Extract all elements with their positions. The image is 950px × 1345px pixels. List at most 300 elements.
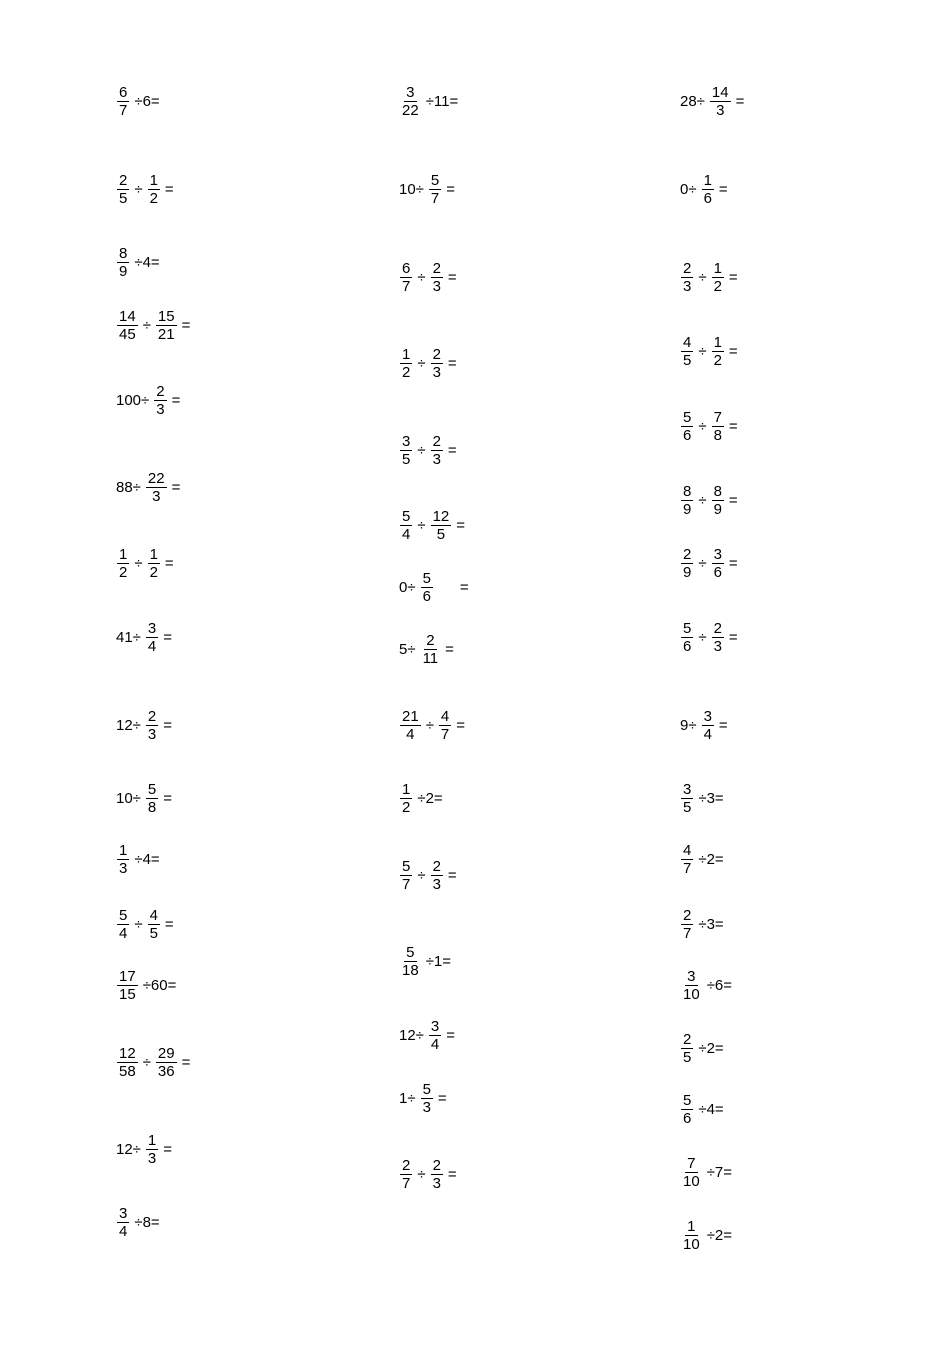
- operator-text: =: [728, 418, 738, 435]
- fraction: [712, 409, 724, 444]
- operator-text: =: [459, 579, 469, 596]
- operator-text: ÷1=: [425, 953, 452, 970]
- denominator: 3: [432, 364, 441, 381]
- fraction: [712, 620, 724, 655]
- numerator: 8: [683, 483, 692, 500]
- denominator: 2: [402, 364, 411, 381]
- denominator: 4: [703, 726, 712, 743]
- operator-text: =: [718, 181, 728, 198]
- numerator: 7: [713, 409, 722, 426]
- operator-text: 12÷: [116, 717, 141, 734]
- fraction: [681, 842, 693, 877]
- numerator: 1: [687, 1218, 696, 1235]
- denominator: 58: [119, 1063, 136, 1080]
- numerator: 29: [157, 1045, 175, 1062]
- fraction: [421, 632, 441, 667]
- operator-text: ÷4=: [134, 851, 160, 868]
- fraction: [400, 433, 412, 468]
- division-exercise: [678, 409, 740, 444]
- denominator: 2: [713, 278, 722, 295]
- denominator: 11: [422, 650, 439, 667]
- denominator: 3: [683, 278, 692, 295]
- denominator: 45: [119, 326, 136, 343]
- operator-text: 41÷: [116, 629, 141, 646]
- numerator: 15: [157, 308, 175, 325]
- numerator: 3: [119, 1205, 128, 1222]
- denominator: 2: [149, 190, 158, 207]
- numerator: 21: [402, 708, 419, 725]
- operator-text: ÷: [417, 269, 426, 286]
- denominator: 6: [713, 564, 722, 581]
- numerator: 5: [402, 858, 411, 875]
- operator-text: ÷: [698, 555, 707, 572]
- division-exercise: [678, 546, 740, 581]
- fraction: [712, 334, 724, 369]
- division-exercise: [678, 172, 730, 207]
- operator-text: ÷2=: [417, 790, 443, 807]
- operator-text: =: [447, 867, 457, 884]
- fraction: [712, 260, 724, 295]
- division-exercise: [397, 1018, 457, 1053]
- denominator: 6: [703, 190, 712, 207]
- operator-text: ÷: [142, 317, 151, 334]
- division-exercise: [678, 483, 740, 518]
- fraction: [117, 1045, 138, 1080]
- operator-text: ÷4=: [698, 1101, 724, 1118]
- division-exercise: [114, 842, 162, 877]
- operator-text: 100÷: [116, 392, 150, 409]
- denominator: 8: [147, 799, 157, 816]
- operator-text: =: [437, 1090, 447, 1107]
- operator-text: ÷2=: [706, 1227, 733, 1244]
- numerator: 1: [703, 172, 712, 189]
- fraction: [117, 1205, 129, 1240]
- fraction: [117, 968, 138, 1003]
- denominator: 5: [683, 1049, 692, 1066]
- operator-text: =: [728, 492, 738, 509]
- numerator: 2: [683, 1031, 692, 1048]
- denominator: 7: [402, 278, 411, 295]
- operator-text: =: [181, 1054, 191, 1071]
- operator-text: =: [728, 269, 738, 286]
- fraction: [681, 483, 693, 518]
- division-exercise: [397, 1081, 449, 1116]
- numerator: 5: [683, 620, 692, 637]
- fraction: [400, 708, 421, 743]
- operator-text: 10÷: [116, 790, 141, 807]
- division-exercise: [114, 308, 192, 343]
- numerator: 5: [406, 944, 415, 961]
- denominator: 3: [432, 876, 441, 893]
- denominator: 4: [119, 1223, 128, 1240]
- operator-text: =: [446, 1027, 456, 1044]
- denominator: 5: [149, 925, 158, 942]
- numerator: 6: [402, 260, 411, 277]
- fraction: [712, 483, 724, 518]
- fraction: [117, 308, 138, 343]
- operator-text: =: [447, 355, 457, 372]
- numerator: 3: [713, 546, 722, 563]
- division-exercise: [678, 1218, 734, 1253]
- numerator: 5: [683, 409, 692, 426]
- numerator: 5: [119, 907, 128, 924]
- denominator: 7: [119, 102, 128, 119]
- denominator: 4: [147, 638, 157, 655]
- numerator: 3: [687, 968, 696, 985]
- numerator: 1: [149, 172, 158, 189]
- fraction: [681, 1092, 693, 1127]
- denominator: 18: [402, 962, 419, 979]
- denominator: 10: [683, 1173, 700, 1190]
- denominator: 4: [406, 726, 415, 743]
- operator-text: ÷: [417, 355, 426, 372]
- operator-text: =: [181, 317, 191, 334]
- denominator: 36: [157, 1063, 175, 1080]
- division-exercise: [397, 944, 453, 979]
- fraction: [431, 260, 443, 295]
- denominator: 6: [422, 588, 431, 605]
- denominator: 2: [713, 352, 722, 369]
- numerator: 2: [683, 907, 692, 924]
- division-exercise: [678, 1031, 726, 1066]
- operator-text: =: [163, 1141, 173, 1158]
- numerator: 8: [119, 245, 128, 262]
- fraction: [148, 546, 160, 581]
- fraction: [117, 245, 129, 280]
- operator-text: 28÷: [680, 93, 705, 110]
- numerator: 2: [402, 1157, 411, 1174]
- fraction: [117, 546, 129, 581]
- fraction: [156, 1045, 177, 1080]
- fraction: [439, 708, 451, 743]
- numerator: 1: [402, 781, 411, 798]
- operator-text: =: [728, 343, 738, 360]
- division-exercise: [114, 546, 176, 581]
- operator-text: 1÷: [399, 1090, 416, 1107]
- numerator: 2: [683, 260, 692, 277]
- fraction: [154, 383, 166, 418]
- numerator: 1: [713, 260, 722, 277]
- division-exercise: [397, 570, 471, 605]
- operator-text: 12÷: [116, 1141, 141, 1158]
- denominator: 5: [119, 190, 128, 207]
- denominator: 9: [683, 564, 692, 581]
- operator-text: ÷: [698, 492, 707, 509]
- fraction: [146, 781, 158, 816]
- denominator: 2: [119, 564, 128, 581]
- numerator: 3: [430, 1018, 440, 1035]
- numerator: 2: [119, 172, 128, 189]
- division-exercise: [397, 84, 460, 119]
- operator-text: =: [164, 916, 174, 933]
- fraction: [681, 1031, 693, 1066]
- numerator: 5: [430, 172, 440, 189]
- operator-text: =: [446, 181, 456, 198]
- fraction: [681, 781, 693, 816]
- fraction: [681, 907, 693, 942]
- denominator: 4: [430, 1036, 440, 1053]
- numerator: 2: [713, 620, 722, 637]
- division-exercise: [114, 1132, 174, 1167]
- fraction: [681, 1155, 702, 1190]
- division-exercise: [397, 781, 445, 816]
- denominator: 7: [402, 876, 411, 893]
- division-exercise: [114, 1205, 162, 1240]
- numerator: 6: [119, 84, 128, 101]
- numerator: 1: [713, 334, 722, 351]
- fraction: [400, 260, 412, 295]
- operator-text: ÷3=: [698, 916, 724, 933]
- denominator: 2: [149, 564, 158, 581]
- operator-text: 0÷: [680, 181, 697, 198]
- division-exercise: [397, 858, 459, 893]
- division-exercise: [397, 433, 459, 468]
- fraction: [117, 172, 129, 207]
- numerator: 7: [687, 1155, 696, 1172]
- numerator: 2: [426, 632, 435, 649]
- division-exercise: [678, 84, 746, 119]
- numerator: 4: [683, 334, 692, 351]
- division-exercise: [114, 1045, 192, 1080]
- fraction: [400, 944, 421, 979]
- operator-text: ÷: [698, 629, 707, 646]
- numerator: 1: [119, 842, 128, 859]
- operator-text: =: [163, 629, 173, 646]
- fraction: [431, 508, 452, 543]
- operator-text: ÷60=: [142, 977, 177, 994]
- fraction: [117, 842, 129, 877]
- numerator: 14: [119, 308, 136, 325]
- division-exercise: [397, 1157, 459, 1192]
- denominator: 10: [683, 1236, 700, 1253]
- fraction: [156, 308, 177, 343]
- division-exercise: [678, 968, 734, 1003]
- division-exercise: [114, 383, 182, 418]
- denominator: 2: [402, 799, 411, 816]
- fraction: [702, 172, 714, 207]
- fraction: [400, 346, 412, 381]
- numerator: 4: [149, 907, 158, 924]
- division-exercise: [114, 620, 174, 655]
- operator-text: =: [171, 479, 181, 496]
- numerator: 3: [683, 781, 692, 798]
- denominator: 9: [683, 501, 692, 518]
- operator-text: ÷: [698, 343, 707, 360]
- numerator: 8: [713, 483, 722, 500]
- division-exercise: [397, 508, 467, 543]
- denominator: 7: [402, 1175, 411, 1192]
- operator-text: =: [163, 717, 173, 734]
- denominator: 3: [119, 860, 128, 877]
- operator-text: =: [164, 555, 174, 572]
- numerator: 2: [432, 346, 441, 363]
- numerator: 5: [147, 781, 157, 798]
- denominator: 3: [156, 401, 165, 418]
- numerator: 3: [402, 433, 411, 450]
- denominator: 21: [157, 326, 175, 343]
- operator-text: ÷8=: [134, 1214, 160, 1231]
- operator-text: ÷2=: [698, 851, 724, 868]
- numerator: 12: [119, 1045, 136, 1062]
- denominator: 3: [432, 278, 441, 295]
- fraction: [421, 1081, 433, 1116]
- numerator: 5: [422, 1081, 431, 1098]
- operator-text: =: [164, 181, 174, 198]
- fraction: [146, 1132, 158, 1167]
- operator-text: ÷: [417, 1166, 426, 1183]
- denominator: 3: [713, 638, 722, 655]
- fraction: [681, 968, 702, 1003]
- fraction: [400, 508, 412, 543]
- operator-text: =: [447, 442, 457, 459]
- denominator: 3: [422, 1099, 431, 1116]
- operator-text: ÷: [425, 717, 434, 734]
- fraction: [148, 172, 160, 207]
- division-exercise: [397, 632, 456, 667]
- operator-text: ÷6=: [134, 93, 160, 110]
- numerator: 2: [432, 433, 441, 450]
- denominator: 4: [402, 526, 411, 543]
- numerator: 2: [432, 1157, 441, 1174]
- denominator: 5: [402, 451, 411, 468]
- fraction: [146, 620, 158, 655]
- division-exercise: [397, 260, 459, 295]
- operator-text: =: [445, 641, 454, 658]
- operator-text: ÷4=: [134, 254, 160, 271]
- denominator: 6: [683, 638, 692, 655]
- denominator: 15: [119, 986, 136, 1003]
- operator-text: 12÷: [399, 1027, 424, 1044]
- operator-text: ÷: [698, 418, 707, 435]
- division-exercise: [397, 172, 457, 207]
- fraction: [710, 84, 731, 119]
- division-exercise: [114, 84, 162, 119]
- denominator: 3: [147, 1150, 157, 1167]
- numerator: 4: [683, 842, 692, 859]
- division-exercise: [678, 1155, 734, 1190]
- operator-text: ÷11=: [425, 93, 459, 110]
- fraction: [681, 334, 693, 369]
- fraction: [117, 907, 129, 942]
- numerator: 5: [422, 570, 431, 587]
- fraction: [429, 172, 441, 207]
- denominator: 3: [152, 488, 161, 505]
- division-exercise: [678, 907, 726, 942]
- numerator: 2: [432, 260, 441, 277]
- fraction: [681, 260, 693, 295]
- denominator: 6: [683, 1110, 692, 1127]
- numerator: 1: [149, 546, 158, 563]
- numerator: 2: [147, 708, 157, 725]
- division-exercise: [114, 781, 174, 816]
- operator-text: 10÷: [399, 181, 424, 198]
- denominator: 5: [683, 799, 692, 816]
- division-exercise: [114, 907, 176, 942]
- denominator: 3: [716, 102, 725, 119]
- numerator: 12: [432, 508, 450, 525]
- denominator: 3: [432, 451, 441, 468]
- division-exercise: [397, 346, 459, 381]
- operator-text: ÷: [417, 517, 426, 534]
- division-exercise: [114, 708, 174, 743]
- operator-text: 0÷: [399, 579, 416, 596]
- division-exercise: [678, 1092, 726, 1127]
- denominator: 10: [683, 986, 700, 1003]
- numerator: 3: [406, 84, 415, 101]
- division-exercise: [678, 842, 726, 877]
- denominator: 3: [432, 1175, 441, 1192]
- operator-text: ÷: [698, 269, 707, 286]
- denominator: 7: [430, 190, 440, 207]
- operator-text: =: [735, 93, 745, 110]
- operator-text: =: [728, 555, 738, 572]
- numerator: 2: [156, 383, 165, 400]
- numerator: 4: [440, 708, 450, 725]
- numerator: 1: [402, 346, 411, 363]
- operator-text: ÷2=: [698, 1040, 724, 1057]
- operator-text: =: [163, 790, 173, 807]
- operator-text: ÷: [134, 555, 143, 572]
- fraction: [117, 84, 129, 119]
- numerator: 2: [683, 546, 692, 563]
- denominator: 22: [402, 102, 419, 119]
- operator-text: 9÷: [680, 717, 697, 734]
- denominator: 9: [713, 501, 722, 518]
- division-exercise: [114, 172, 176, 207]
- numerator: 22: [147, 470, 165, 487]
- division-exercise: [114, 968, 178, 1003]
- numerator: 1: [147, 1132, 157, 1149]
- numerator: 14: [711, 84, 729, 101]
- operator-text: =: [728, 629, 738, 646]
- numerator: 5: [683, 1092, 692, 1109]
- denominator: 9: [119, 263, 128, 280]
- operator-text: ÷: [134, 181, 143, 198]
- operator-text: ÷: [417, 442, 426, 459]
- denominator: 7: [683, 925, 692, 942]
- denominator: 8: [713, 427, 722, 444]
- operator-text: ÷3=: [698, 790, 724, 807]
- operator-text: 88÷: [116, 479, 141, 496]
- numerator: 2: [432, 858, 441, 875]
- operator-text: ÷: [142, 1054, 151, 1071]
- denominator: 3: [147, 726, 157, 743]
- fraction: [431, 1157, 443, 1192]
- numerator: 1: [119, 546, 128, 563]
- fraction: [431, 858, 443, 893]
- denominator: 7: [440, 726, 450, 743]
- operator-text: =: [447, 1166, 457, 1183]
- division-exercise: [397, 708, 467, 743]
- operator-text: 5÷: [399, 641, 416, 658]
- fraction: [146, 470, 167, 505]
- numerator: 3: [147, 620, 157, 637]
- division-exercise: [678, 708, 730, 743]
- fraction: [429, 1018, 441, 1053]
- division-exercise: [678, 260, 740, 295]
- division-exercise: [678, 334, 740, 369]
- numerator: 5: [402, 508, 411, 525]
- denominator: 4: [119, 925, 128, 942]
- operator-text: =: [447, 269, 457, 286]
- operator-text: =: [171, 392, 181, 409]
- fraction: [431, 433, 443, 468]
- denominator: 5: [683, 352, 692, 369]
- denominator: 7: [683, 860, 692, 877]
- division-exercise: [678, 620, 740, 655]
- operator-text: ÷7=: [706, 1164, 733, 1181]
- fraction: [421, 570, 433, 605]
